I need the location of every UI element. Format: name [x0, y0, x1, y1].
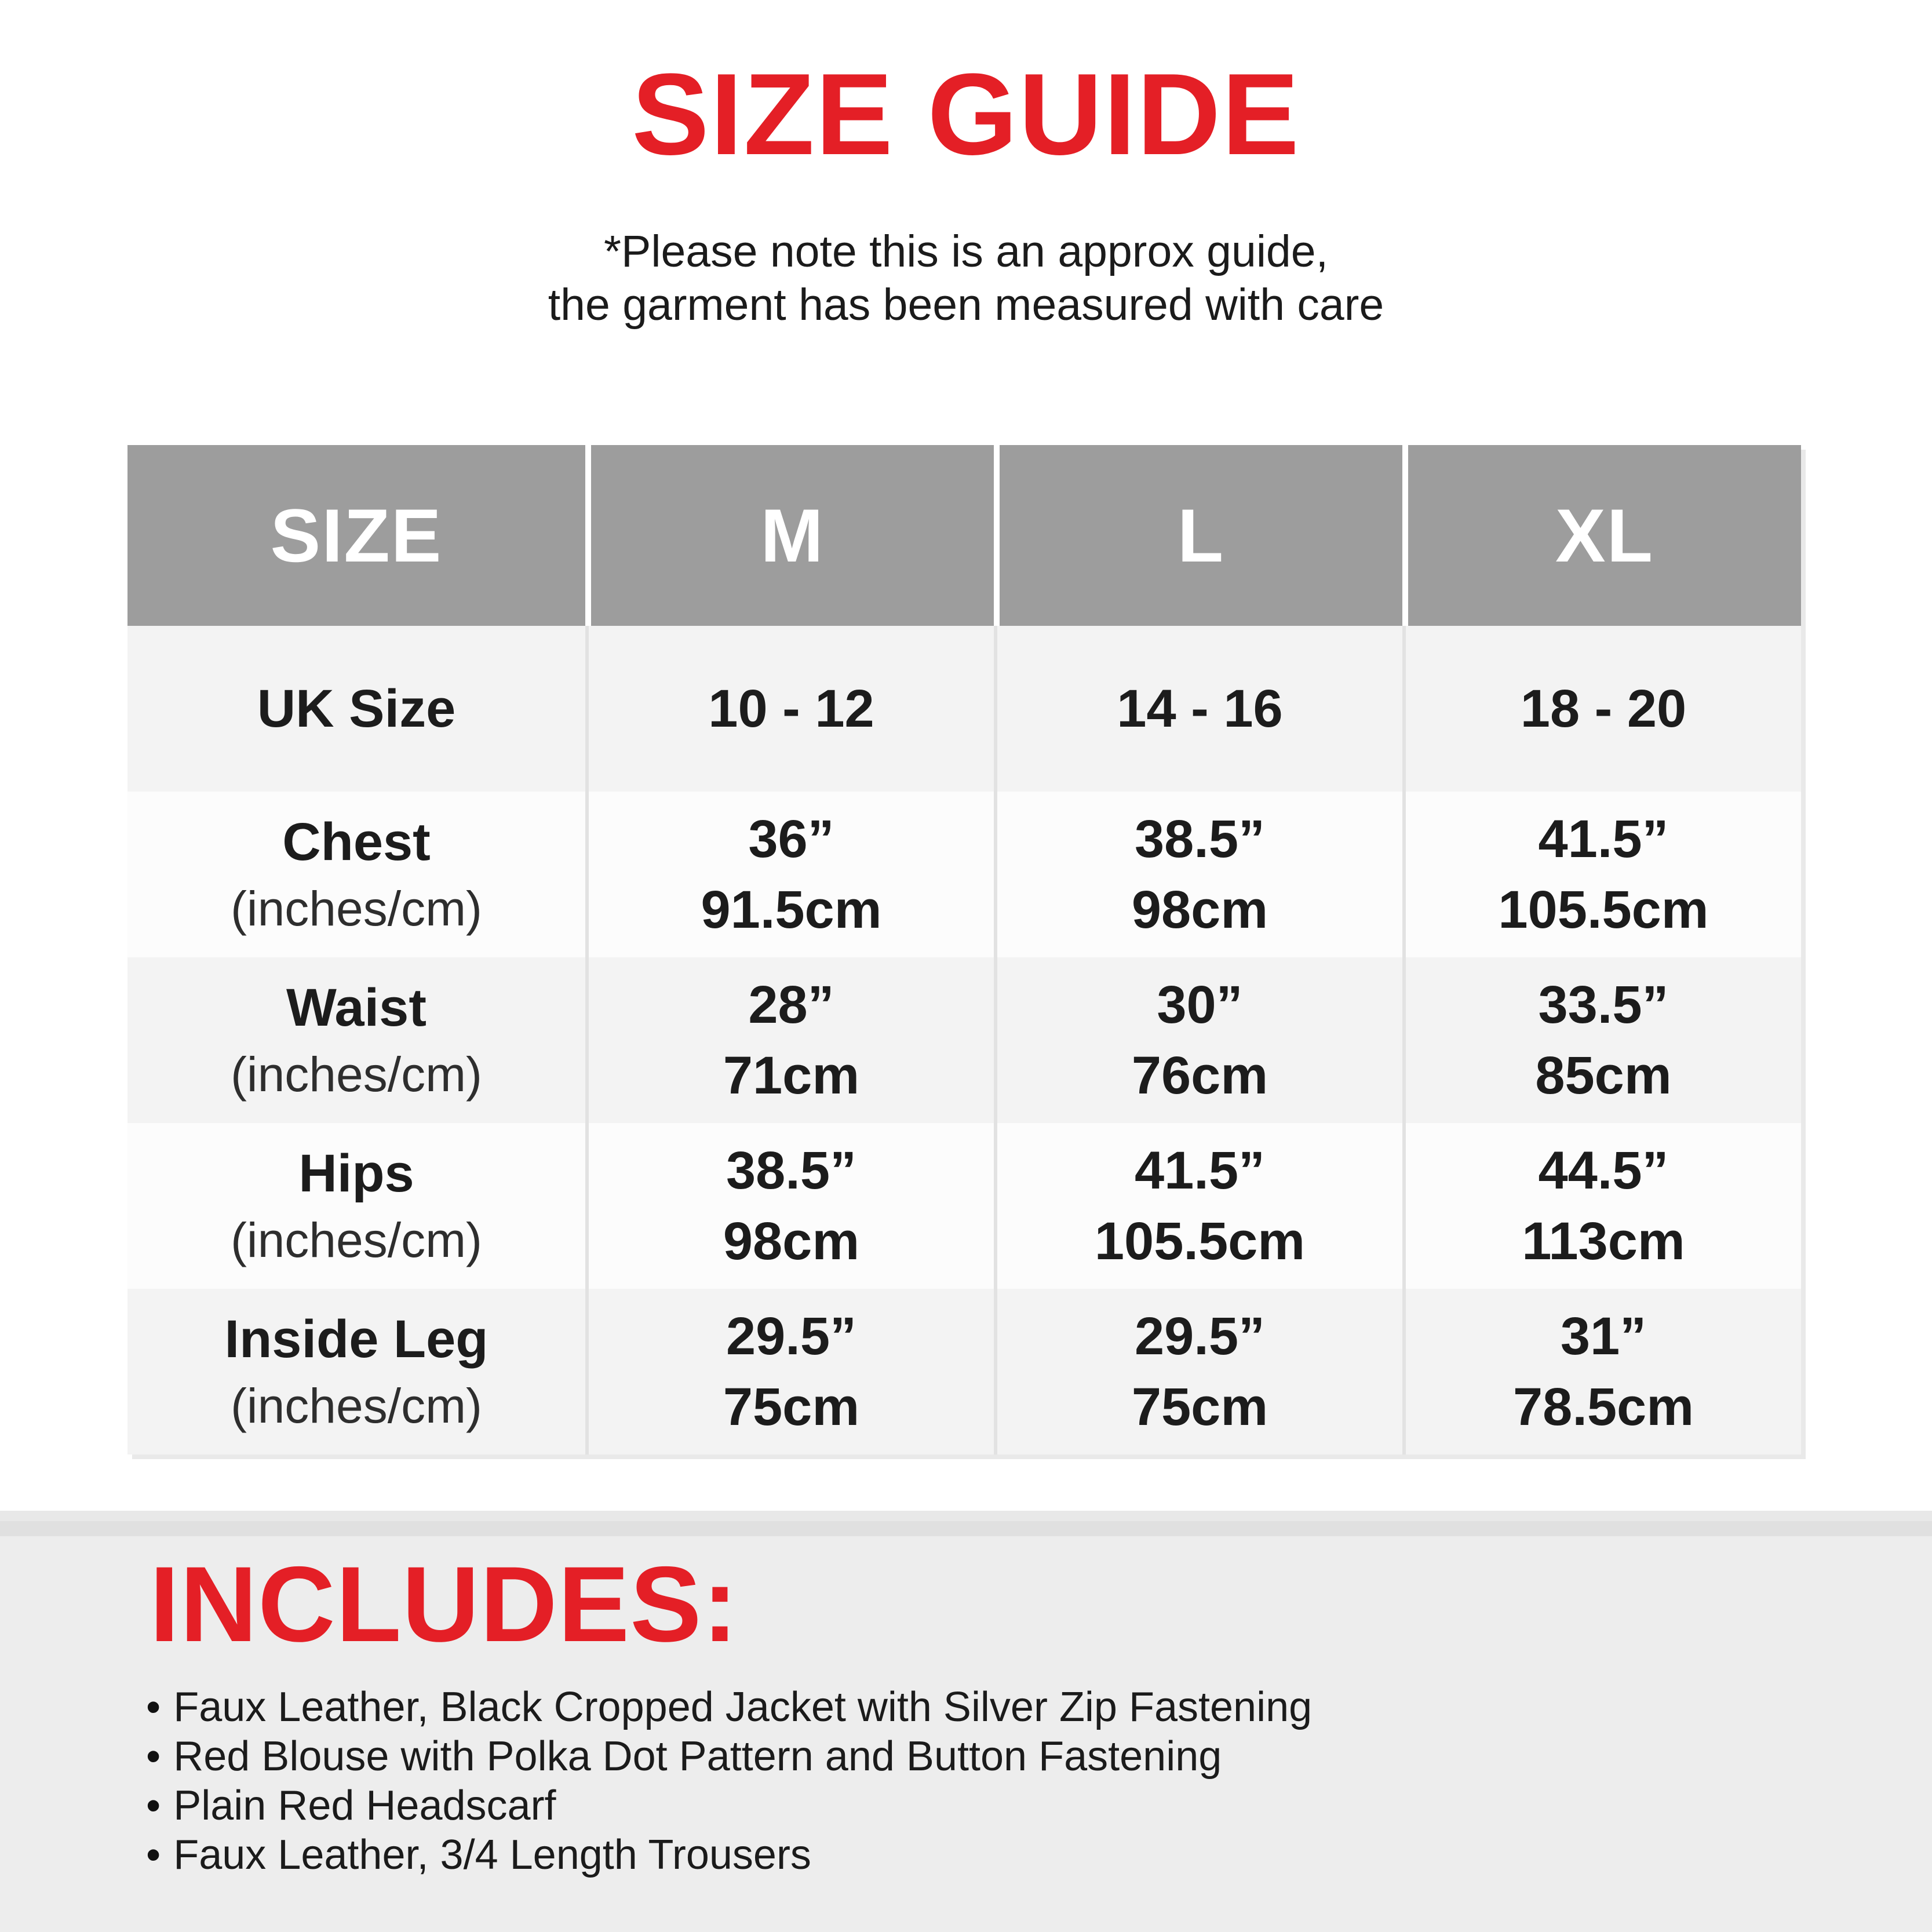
table-row — [127, 1289, 1801, 1455]
bullet-icon: • — [146, 1831, 161, 1878]
value-line-1: 31” — [1560, 1307, 1647, 1366]
row-sublabel: (inches/cm) — [230, 1379, 483, 1433]
bullet-icon: • — [146, 1782, 161, 1829]
value-line-1: 36” — [748, 810, 834, 869]
row-label: Hips — [298, 1144, 414, 1203]
value-line-1: 44.5” — [1538, 1141, 1669, 1200]
value-cell — [994, 1289, 1402, 1455]
value-cell — [585, 626, 994, 792]
value-cell — [1402, 957, 1801, 1123]
value-line-2: 105.5cm — [1498, 880, 1709, 939]
table-row — [127, 792, 1801, 957]
subtitle — [0, 225, 1932, 331]
value-cell — [585, 792, 994, 957]
row-sublabel: (inches/cm) — [230, 1047, 483, 1102]
value-line-1: 41.5” — [1134, 1141, 1266, 1200]
includes-heading: INCLUDES: — [150, 1545, 739, 1664]
value-line-1: 18 - 20 — [1520, 679, 1687, 738]
value-line-1: 38.5” — [1134, 810, 1266, 869]
value-cell — [994, 1123, 1402, 1289]
header-cell-l: L — [994, 445, 1402, 626]
value-cell — [585, 1123, 994, 1289]
list-item-text: Plain Red Headscarf — [173, 1782, 556, 1829]
value-cell — [1402, 626, 1801, 792]
value-line-2: 85cm — [1535, 1046, 1672, 1105]
value-line-1: 30” — [1157, 975, 1243, 1034]
value-cell — [994, 626, 1402, 792]
value-cell — [1402, 1123, 1801, 1289]
row-label-cell — [127, 1289, 585, 1455]
row-label: Inside Leg — [224, 1310, 489, 1369]
subtitle-line-1: *Please note this is an approx guide, — [604, 227, 1328, 276]
value-line-2: 98cm — [723, 1212, 860, 1271]
row-label: Chest — [282, 812, 431, 872]
table-row — [127, 1123, 1801, 1289]
value-line-2: 78.5cm — [1512, 1377, 1694, 1437]
value-line-1: 28” — [748, 975, 834, 1034]
value-line-2: 98cm — [1131, 880, 1268, 939]
table-row — [127, 626, 1801, 792]
subtitle-line-2: the garment has been measured with care — [548, 280, 1384, 330]
value-line-1: 38.5” — [726, 1141, 857, 1200]
value-cell — [585, 957, 994, 1123]
row-label: Waist — [286, 978, 427, 1037]
value-cell — [1402, 792, 1801, 957]
list-item — [146, 1682, 1312, 1731]
value-line-2: 113cm — [1522, 1212, 1685, 1271]
row-label: UK Size — [257, 679, 456, 738]
row-label-cell — [127, 626, 585, 792]
value-line-2: 75cm — [1131, 1377, 1268, 1437]
value-line-1: 33.5” — [1538, 975, 1669, 1034]
page-title: SIZE GUIDE — [632, 50, 1300, 179]
value-cell — [994, 957, 1402, 1123]
header-cell-m: M — [585, 445, 994, 626]
value-line-1: 14 - 16 — [1117, 679, 1283, 738]
value-cell — [1402, 1289, 1801, 1455]
value-cell — [585, 1289, 994, 1455]
row-sublabel: (inches/cm) — [230, 1213, 483, 1267]
size-table — [127, 445, 1801, 1455]
list-item — [146, 1830, 1312, 1879]
row-sublabel: (inches/cm) — [230, 881, 483, 936]
value-line-2: 105.5cm — [1094, 1212, 1306, 1271]
header-cell-xl: XL — [1402, 445, 1801, 626]
list-item — [146, 1731, 1312, 1781]
row-label-cell — [127, 1123, 585, 1289]
includes-list — [146, 1682, 1312, 1879]
list-item-text: Faux Leather, 3/4 Length Trousers — [173, 1831, 811, 1878]
list-item-text: Red Blouse with Polka Dot Pattern and Button Fastening — [173, 1733, 1222, 1780]
panel-top-strip — [0, 1511, 1932, 1521]
bullet-icon: • — [146, 1733, 161, 1780]
panel-shadow-strip — [0, 1521, 1932, 1536]
row-label-cell — [127, 957, 585, 1123]
value-line-1: 29.5” — [726, 1307, 857, 1366]
table-header-row — [127, 445, 1801, 626]
bullet-icon: • — [146, 1683, 161, 1730]
value-line-2: 76cm — [1131, 1046, 1268, 1105]
table-row — [127, 957, 1801, 1123]
value-line-1: 10 - 12 — [708, 679, 874, 738]
list-item-text: Faux Leather, Black Cropped Jacket with Silver Zip Fastening — [173, 1683, 1313, 1730]
value-line-2: 91.5cm — [701, 880, 882, 939]
header-cell-size: SIZE — [270, 493, 443, 578]
value-line-2: 71cm — [723, 1046, 860, 1105]
value-line-1: 41.5” — [1538, 810, 1669, 869]
row-label-cell — [127, 792, 585, 957]
value-cell — [994, 792, 1402, 957]
list-item — [146, 1781, 1312, 1830]
value-line-1: 29.5” — [1134, 1307, 1266, 1366]
includes-panel — [0, 1511, 1932, 1932]
value-line-2: 75cm — [723, 1377, 860, 1437]
